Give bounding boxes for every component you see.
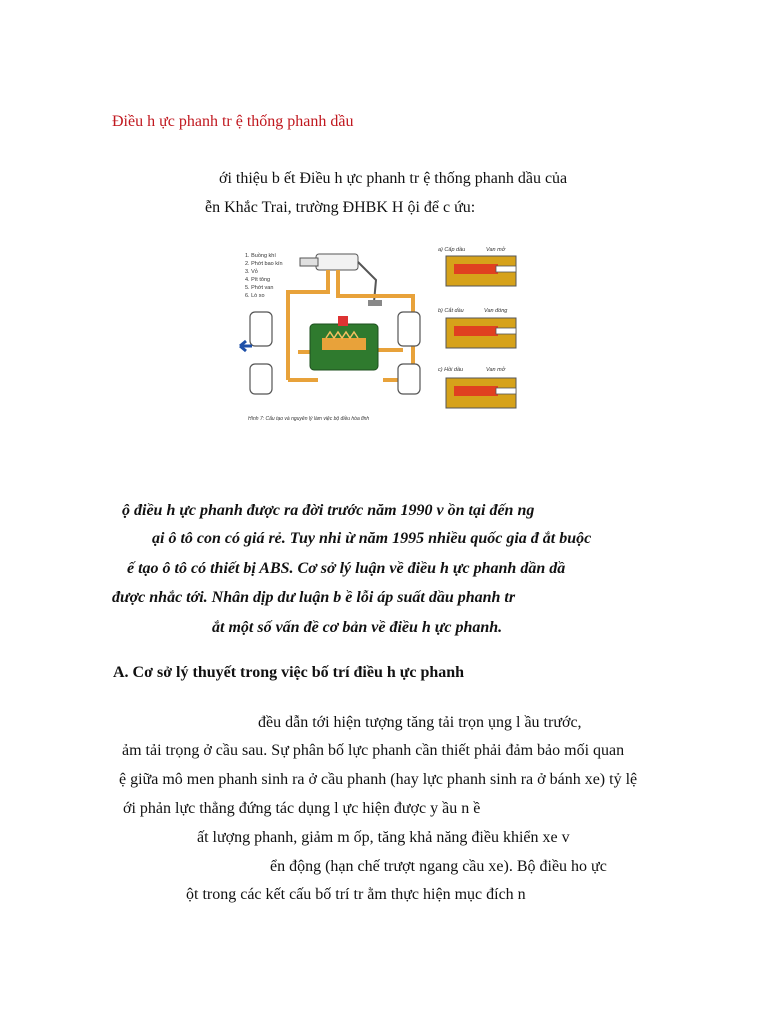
panel-a-label: a) Cấp dầu	[438, 247, 466, 253]
section-heading: A. Cơ sở lý thuyết trong việc bố trí điều h ực phanh	[113, 664, 465, 681]
legend-3: 3. Vỏ	[245, 269, 258, 275]
wheel-front-right	[398, 312, 420, 346]
master-cylinder	[316, 254, 358, 270]
intro-line-2: ễn Khắc Trai, trường ĐHBK H ội để c ứu:	[205, 199, 476, 216]
legend-4: 4. Pít tông	[245, 277, 271, 283]
body-line-6: ển động (hạn chế trượt ngang cầu xe). Bộ điều ho ực	[270, 858, 607, 875]
reservoir	[300, 258, 318, 266]
body-line-4: ới phản lực thẳng đứng tác dụng l ực hiện được y ầu n ề	[123, 800, 481, 817]
italic-line-3: ế tạo ô tô có thiết bị ABS. Cơ sở lý luận về điều h ực phanh dần dầ	[127, 560, 566, 577]
panel-c-valve: Van mở	[486, 367, 506, 373]
body-line-5: ất lượng phanh, giảm m ốp, tăng khả năng điều khiển xe v	[197, 829, 570, 846]
figure-svg	[238, 240, 518, 432]
brake-pedal	[368, 300, 382, 306]
italic-line-1: ộ điều h ực phanh được ra đời trước năm 1990 v ồn tại đến ng	[122, 502, 535, 519]
brake-regulator-figure	[238, 240, 518, 432]
panel-c-piston	[454, 386, 498, 396]
panel-b-valve: Van đóng	[484, 308, 508, 314]
panel-b-label: b) Cắt dầu	[438, 308, 464, 314]
legend-6: 6. Lò xo	[245, 293, 265, 299]
italic-line-2: ại ô tô con có giá rẻ. Tuy nhi ừ năm 1995 nhiều quốc gia đ ắt buộc	[152, 530, 592, 547]
panel-c-label: c) Hồi dầu	[438, 367, 464, 373]
body-line-1: đều dẫn tới hiện tượng tăng tải trọn ụng l ầu trước,	[258, 714, 582, 731]
wheel-rear-right	[398, 364, 420, 394]
wheel-front-left	[250, 312, 272, 346]
legend-1: 1. Buồng khí	[245, 253, 276, 259]
intro-line-1: ới thiệu b ết Điều h ực phanh tr ệ thống phanh dầu của	[219, 170, 568, 187]
panel-a-valve: Van mở	[486, 247, 506, 253]
panel-b-piston	[454, 326, 498, 336]
body-line-2: ảm tải trọng ở cầu sau. Sự phân bố lực phanh cần thiết phải đảm bảo mối quan	[122, 742, 625, 759]
panel-a-piston	[454, 264, 498, 274]
italic-line-4: được nhắc tới. Nhân dịp dư luận b ề lỗi áp suất dầu phanh tr	[112, 589, 516, 606]
panel-b-stem	[496, 328, 516, 334]
body-line-3: ệ giữa mô men phanh sinh ra ở cầu phanh (hay lực phanh sinh ra ở bánh xe) tỷ lệ	[119, 771, 638, 788]
panel-c-stem	[496, 388, 516, 394]
italic-line-5: ắt một số vấn đề cơ bản về điều h ực phanh.	[212, 619, 503, 636]
regulator-piston	[322, 338, 366, 350]
document-title: Điều h ực phanh tr ệ thống phanh dầu	[112, 113, 354, 130]
panel-a-stem	[496, 266, 516, 272]
legend-5: 5. Phớt van	[245, 285, 274, 291]
body-line-7: ột trong các kết cấu bố trí tr ằm thực hiện mục đích n	[186, 886, 526, 903]
regulator-inlet	[338, 316, 348, 326]
figure-caption: Hình 7: Cấu tạo và nguyên lý làm việc bộ điều hòa tĩnh	[248, 416, 370, 422]
legend-2: 2. Phớt bao kín	[245, 261, 283, 267]
wheel-rear-left	[250, 364, 272, 394]
